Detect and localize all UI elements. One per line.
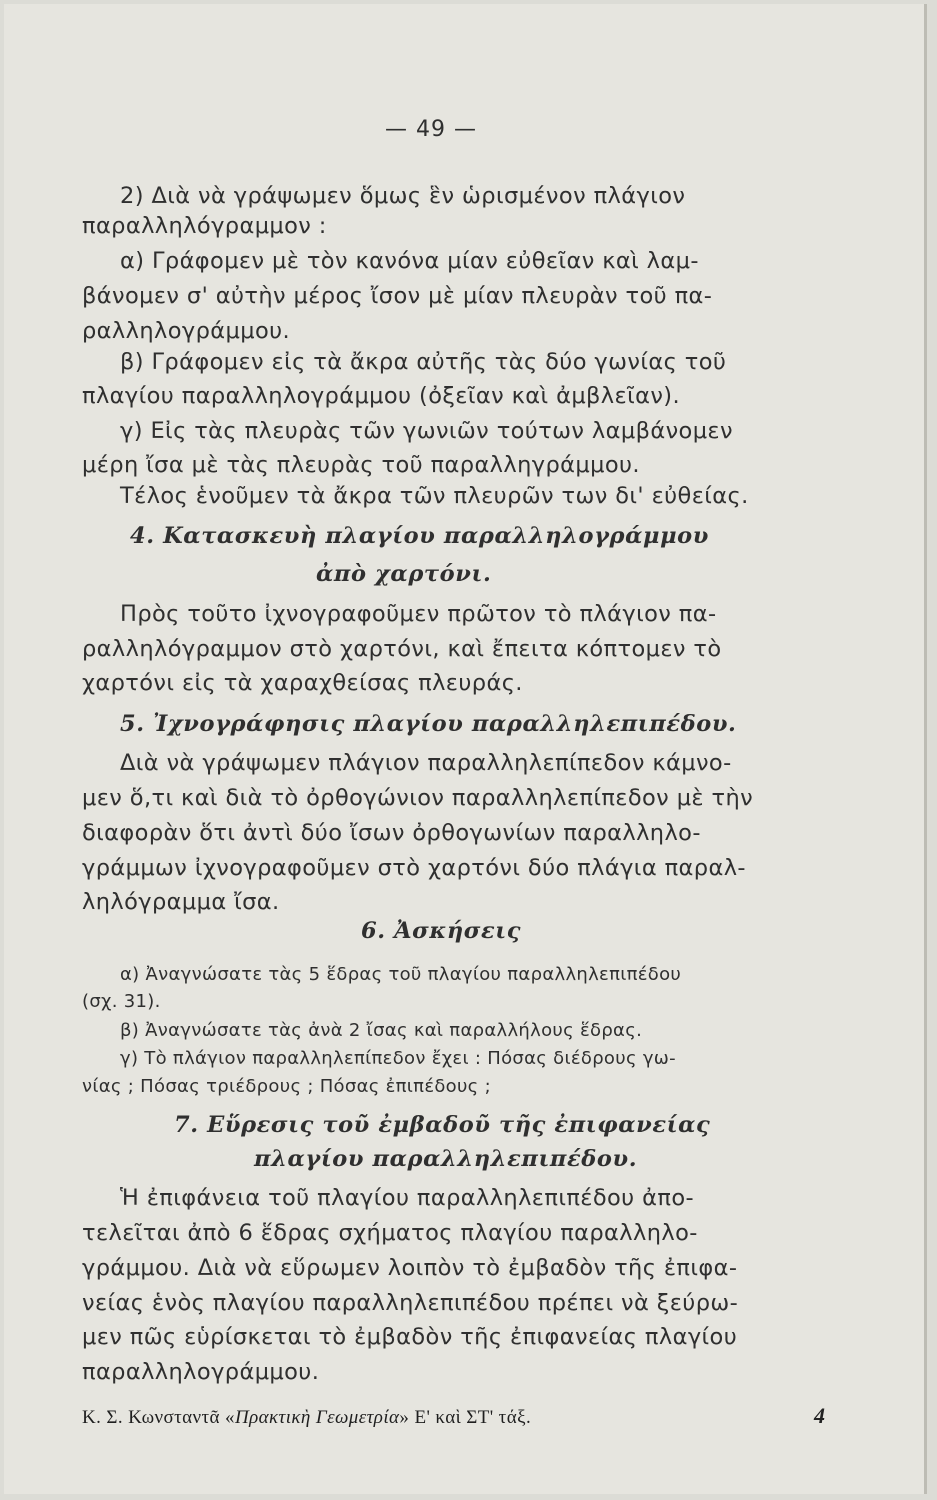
text-line: διαφορὰν ὅτι ἀντὶ δύο ἴσων ὀρθογωνίων παραλληλο- <box>82 820 701 846</box>
footer-sheet-number: 4 <box>814 1403 826 1428</box>
text-line: ραλληλογράμμου. <box>82 318 291 344</box>
text-line: β) Γράφομεν εἰς τὰ ἄκρα αὐτῆς τὰς δύο γωνίας τοῦ <box>120 349 727 375</box>
book-page <box>4 4 927 1494</box>
section-heading-6: 6. Ἀσκήσεις <box>361 918 522 944</box>
text-line: μεν πῶς εὑρίσκεται τὸ ἐμβαδὸν τῆς ἐπιφανείας πλαγίου <box>82 1324 738 1350</box>
exercise-line: (σχ. 31). <box>82 991 161 1012</box>
section-heading-7-cont: πλαγίου παραλληλεπιπέδου. <box>254 1146 638 1172</box>
text-line: Ἡ ἐπιφάνεια τοῦ πλαγίου παραλληλεπιπέδου ἀπο- <box>120 1185 695 1211</box>
footer-signature <box>82 1404 531 1432</box>
text-line: ληλόγραμμα ἴσα. <box>82 889 280 915</box>
text-line: παραλληλόγραμμον : <box>82 213 327 239</box>
exercise-line: α) Ἀναγνώσατε τὰς 5 ἕδρας τοῦ πλαγίου παραλληλεπιπέδου <box>120 964 682 985</box>
text-line: νείας ἑνὸς πλαγίου παραλληλεπιπέδου πρέπει νὰ ξεύρω- <box>82 1290 739 1316</box>
exercise-line: β) Ἀναγνώσατε τὰς ἀνὰ 2 ἴσας καὶ παραλλήλους ἕδρας. <box>120 1020 643 1041</box>
footer-author: Κ. Σ. Κωνσταντᾶ « <box>82 1407 235 1428</box>
footer-class: » Ε' καὶ ΣΤ' τάξ. <box>399 1407 532 1428</box>
exercise-line: νίας ; Πόσας τριέδρους ; Πόσας ἐπιπέδους ; <box>82 1076 491 1097</box>
footer-book-title: Πρακτικὴ Γεωμετρία <box>234 1407 400 1428</box>
text-line: γ) Εἰς τὰς πλευρὰς τῶν γωνιῶν τούτων λαμβάνομεν <box>120 418 733 444</box>
section-heading-7: 7. Εὕρεσις τοῦ ἐμβαδοῦ τῆς ἐπιφανείας <box>174 1112 711 1138</box>
text-line: γράμμων ἰχνογραφοῦμεν στὸ χαρτόνι δύο πλάγια παραλ- <box>82 855 746 881</box>
text-line: βάνομεν σ' αὐτὴν μέρος ἴσον μὲ μίαν πλευρὰν τοῦ πα- <box>82 283 713 309</box>
text-line: μέρη ἴσα μὲ τὰς πλευρὰς τοῦ παραλληγράμμου. <box>82 452 640 478</box>
text-line: Πρὸς τοῦτο ἰχνογραφοῦμεν πρῶτον τὸ πλάγιον πα- <box>120 601 717 627</box>
page-number: — 49 — <box>385 117 477 142</box>
text-line: πλαγίου παραλληλογράμμου (ὀξεῖαν καὶ ἀμβλεῖαν). <box>82 383 681 409</box>
text-line: Διὰ νὰ γράψωμεν πλάγιον παραλληλεπίπεδον κάμνο- <box>120 750 732 776</box>
section-heading-4-cont: ἀπὸ χαρτόνι. <box>316 561 492 587</box>
text-line: ραλληλόγραμμον στὸ χαρτόνι, καὶ ἔπειτα κόπτομεν τὸ <box>82 636 722 662</box>
text-line: γράμμου. Διὰ νὰ εὕρωμεν λοιπὸν τὸ ἐμβαδὸν τῆς ἐπιφα- <box>82 1255 738 1281</box>
text-line: τελεῖται ἀπὸ 6 ἕδρας σχήματος πλαγίου παραλληλο- <box>82 1220 698 1246</box>
text-line: α) Γράφομεν μὲ τὸν κανόνα μίαν εὐθεῖαν καὶ λαμ- <box>120 248 699 274</box>
text-line: 2) Διὰ νὰ γράψωμεν ὅμως ἓν ὡρισμένον πλάγιον <box>120 183 686 209</box>
exercise-line: γ) Τὸ πλάγιον παραλληλεπίπεδον ἔχει : Πόσας διέδρους γω- <box>120 1048 676 1069</box>
text-line: χαρτόνι εἰς τὰ χαραχθείσας πλευράς. <box>82 670 523 696</box>
section-heading-5: 5. Ἰχνογράφησις πλαγίου παραλληλεπιπέδου. <box>120 711 737 737</box>
text-line: μεν ὅ,τι καὶ διὰ τὸ ὀρθογώνιον παραλληλεπίπεδον μὲ τὴν <box>82 785 754 811</box>
text-line: παραλληλογράμμου. <box>82 1359 320 1385</box>
text-line: Τέλος ἑνοῦμεν τὰ ἄκρα τῶν πλευρῶν των δι' εὐθείας. <box>120 483 749 509</box>
section-heading-4: 4. Κατασκευὴ πλαγίου παραλληλογράμμου <box>130 523 709 549</box>
